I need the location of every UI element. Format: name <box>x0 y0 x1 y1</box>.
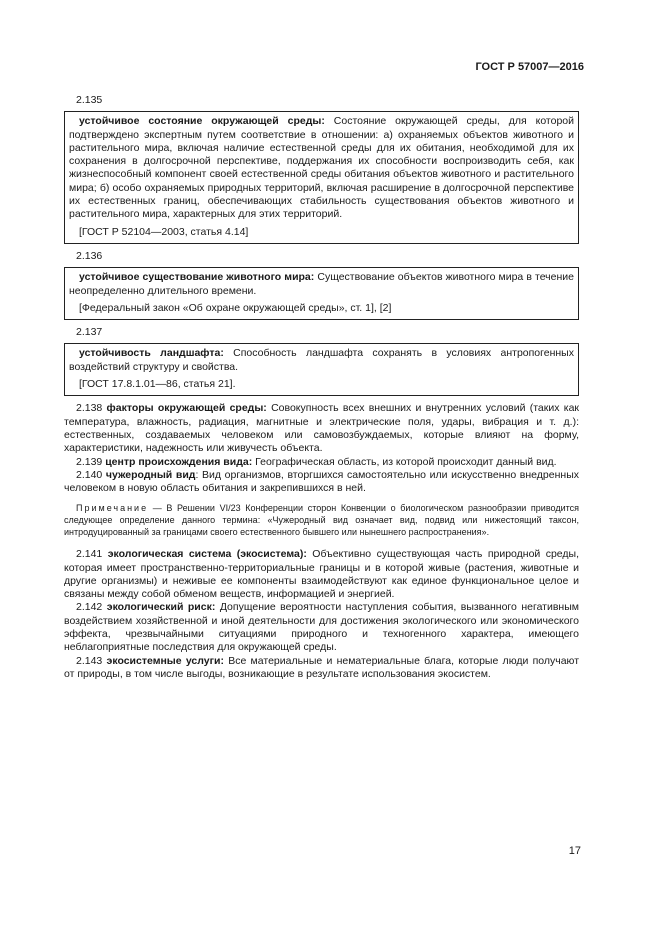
note <box>64 503 579 538</box>
term-name: экологическая система (экосистема): <box>107 548 307 561</box>
note-text: — В Решении VI/23 Конференции сторон Конвенции о биологическом разнообразии приводится следующее определение данного термина: «Чужеродный вид означает вид, подвид или нижестоящий таксон, интродуцированный за границами своего естественного бывшего или нынешнего распространения». <box>64 503 579 537</box>
term-number: 2.136 <box>76 249 103 262</box>
term-definition <box>69 115 574 221</box>
term-source: [ГОСТ 17.8.1.01—86, статья 21]. <box>79 378 236 391</box>
term-text: : Вид организмов, вторгшихся самостоятельно или искусственно внедренных человеком в новую область обитания и закрепившихся в ней. <box>64 468 579 495</box>
term-number: 2.142 <box>76 601 103 614</box>
term-text: Все материальные и нематериальные блага, которые люди получают от природы, в том числе выгоды, возникающие в результате использования экосистем. <box>64 654 579 680</box>
term-number: 2.135 <box>76 94 103 106</box>
term-paragraph <box>64 601 579 654</box>
term-box <box>64 111 579 244</box>
term-text: Географическая область, из которой происходит данный вид. <box>255 455 557 468</box>
term-name: устойчивое состояние окружающей среды: <box>79 115 325 128</box>
term-paragraph <box>64 469 579 496</box>
term-paragraph <box>64 655 579 682</box>
term-number: 2.140 <box>76 468 103 481</box>
document-header: ГОСТ Р 57007—2016 <box>475 61 584 73</box>
term-number: 2.143 <box>76 654 103 667</box>
term-name: экосистемные услуги: <box>106 654 224 667</box>
term-text: Совокупность всех внешних и внутренних условий (таких как температура, влажность, радиация, магнитные и электрические поля, удары, вибрация и т. д.): естественных, создаваемых человеком или самовозбуждаемых, которые влияют на форму, характеристики, надежность или живучесть объекта. <box>64 402 579 455</box>
note-label: Примечание <box>76 503 149 514</box>
term-name: центр происхождения вида: <box>105 455 253 468</box>
term-box <box>64 267 579 320</box>
term-number: 2.138 <box>76 402 103 415</box>
term-paragraph <box>64 402 579 455</box>
term-definition <box>69 347 574 374</box>
page-number: 17 <box>568 845 581 857</box>
term-name: устойчивое существование животного мира: <box>79 271 315 284</box>
term-text: Объективно существующая часть природной среды, которая имеет пространственно-территориальные границы и в которой живые (растения, животные и другие организмы) и неживые ее компоненты взаимодействуют как единое функциональное целое и связаны между собой обменом веществ, информацией и энергией. <box>64 548 580 601</box>
term-number: 2.137 <box>76 326 103 339</box>
term-name: факторы окружающей среды: <box>106 402 267 415</box>
term-paragraph <box>64 548 579 601</box>
term-source: [Федеральный закон «Об охране окружающей среды», ст. 1], [2] <box>79 301 392 314</box>
term-text: Способность ландшафта сохранять в условиях антропогенных воздействий структуру и свойства. <box>69 347 574 373</box>
term-box <box>64 343 579 396</box>
term-text: Допущение вероятности наступления события, вызванного негативным воздействием хозяйственной и иной деятельности для достижения экологического или экономического эффекта, чрезвычайными ситуациями природного и техногенного характера, имеющего неблагоприятные последствия для окружающей среды. <box>64 601 579 654</box>
term-name: чужеродный вид <box>105 468 196 481</box>
term-name: устойчивость ландшафта: <box>79 347 224 360</box>
term-name: экологический риск: <box>106 601 216 614</box>
term-source: [ГОСТ Р 52104—2003, статья 4.14] <box>79 225 249 238</box>
term-text: Существование объектов животного мира в течение неопределенно длительного времени. <box>69 271 574 297</box>
term-text: Состояние окружающей среды, для которой подтверждено экспертным путем соответствие в отношении: а) охраняемых объектов животного и растительного мира, включая наличие естественной среды для их обитания, необходимой для их сохранения в долгосрочной перспективе, поддержания их способности воспроизводить себя, как жизнеспособный компонент своей естественной среды обитания объектов животного и растительного мира; б) особо охраняемых природных территорий, включая расширение в долгосрочной перспективе их естественных границ, обеспечивающих стабильность существования объектов животного и растительного мира, характерных для этих территорий. <box>69 115 575 221</box>
term-paragraph <box>64 456 579 469</box>
term-number: 2.139 <box>76 455 103 468</box>
term-definition <box>69 271 574 298</box>
page-content <box>64 94 579 681</box>
term-number: 2.141 <box>76 548 103 561</box>
